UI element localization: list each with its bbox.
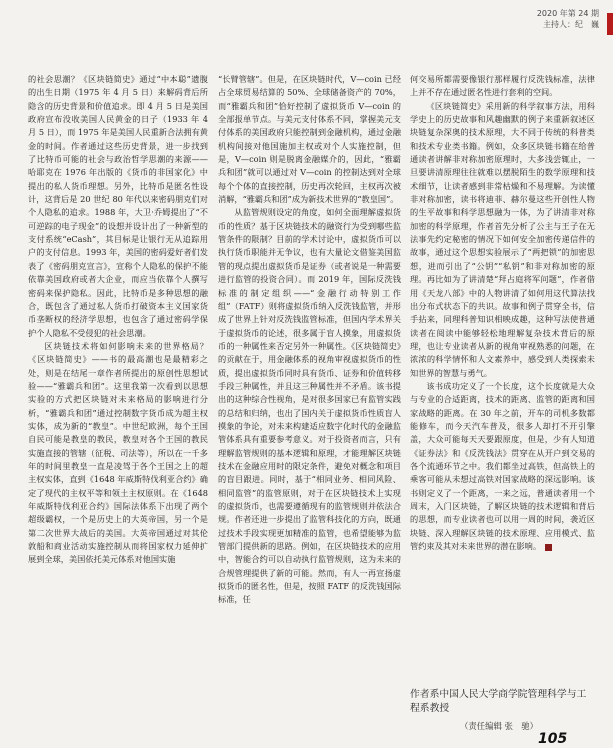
column-3 [410,73,595,553]
issue-label: 2020 年第 24 期 [536,9,599,18]
editor-label: （责任编辑 [460,721,502,731]
author-note: 作者系中国人民大学商学院管理科学与工程系教授 [410,689,587,714]
paragraph: “长臂管辖”。但是，在区块链时代，V—coin 已经占全球贸易结算的 50%、全球储备资产的 70%，而“雅霸兵和团”恰好控制了虚拟货币 V—coin 的全部报单节点。与美元支付体系不同，掌握美元支付体系的美国政府只能控制到金融机构，通过金融机构间接对他国施加主权或对个人实施控制，但是，V—coin 则是脱离金融媒介的，因此，“雅霸兵和团”就可以通过对 V—coin 的控制达到对全球每个个体的直接控制，历史再次轮回，主权再次被消解，“雅霸兵和团”成为新技术世界的“教皇国”。 [218,74,401,205]
column-1 [28,73,208,567]
host-label: 主持人：纪 巍 [543,20,599,29]
editor-name: 张 驰） [504,721,539,731]
header-accent-bar [607,13,613,35]
page-number: 105 [538,731,568,747]
paragraph-final [410,380,595,553]
editor-credit [460,720,538,732]
article-end-mark [545,544,552,551]
column-2 [218,73,401,607]
paragraph: 何交易所都需要像银行那样履行反洗钱标准，法律上并不存在通过匿名性进行套利的空间。 [410,74,595,98]
paragraph: 从监管规则设定的角度，如何全面理解虚拟货币的性质？基于区块链技术的融资行为受到哪些监管条件的限制？目前的学术讨论中，虚拟货币可以执行货币职能并无争议，也有大量论文借鉴美国监管的现点提出虚拟货币是证券（或者说是一种需要进行监管的投资合同）。而 2019 年，国际反洗钱标准的制定组织——“金融行动特别工作组”（FATF）则将虚拟货币纳入反洗钱监管，并形成了世界上针对反洗钱监管标准，但国内学术界关于虚拟货币的论述，很多属于盲人摸象，用虚拟货币的一种属性来否定另外一种属性。《区块链简史》的贡献在于，用金融体系的视角审视虚拟货币的性质，提出虚拟货币同时具有货币、证券和价值转移手段三种属性，并且这三种属性并不矛盾。该书提出的这种综合性视角，是对很多国家已有监管实践的总结和归纳，也出了国内关于虚拟货币性质盲人摸象的争论，对未来构建适应数字化时代的金融监管体系具有重要参考意义。对于投资者而言，只有理解监管规则的基本逻辑和原理，才能理解区块链技术在金融应用时的限定条件，避免对概念和项目的盲目跟进。同时，基于“相同业务、相同风险、相同监管”的监管原则，对于在区块链技术上实现的虚拟货币，也需要遵循现有的监管规则并依法合规。作者还进一步提出了监管科技化的方向，既通过技术手段实现更加精准的监管，也希望能够为监管部门提供新的思路。例如，在区块链技术的应用中，智能合约可以自动执行监管规则，这为未来的合规管理提供了新的可能。然而，有人一再宣扬虚拟货币的匿名性，但是，按照 FATF 的反洗钱国际标准，任 [218,207,401,605]
issue-header [537,8,599,30]
paragraph: 《区块链简史》采用新的科学叙事方法，用科学史上的历史故事和风趣幽默的例子来重新叙述区块链复杂深奥的技术原理，大不同于传统的科普类和技术专业类书籍。例如，众多区块链书籍在给普通读者讲解非对称加密原理时，大多浅尝辄止，一旦要讲清原理往往就难以摆脱陌生的数学原理和技术细节，让读者感到非常枯燥和不易理解。为读懂非对称加密，读书将迪菲、赫尔曼这些开创性人物的生平故事和科学思想融为一体，为了讲清非对称加密的科学原理，作者首先分析了公主与王子在无法事先约定秘密的情况下如何安全加密传递信件的故事，通过这个思想实验展示了“两把锁”的加密思想，进而引出了“公钥”“私钥”和非对称加密的原理。再比如为了讲清楚“拜占庭将军问题”，作者借用《天龙八部》中的人物讲清了如何用这代算法找出分布式状态下的共识。故事和例子贯穿全书，信手拈来，同理科普知识相映成趣，这种写法使普通读者在阅读中能够轻松地理解复杂技术背后的原理，也让专业读者从新的视角审视熟悉的问题，在浓浓的科学情怀和人文素养中，感受到人类探索未知世界的智慧与勇气。 [410,100,595,378]
paragraph: 的社会思潮？《区块链简史》通过“中本聪”遗腹的出生日期（1975 年 4 月 5 日）来解码背后所隐含的历史背景和价值追求。即 4 月 5 日是美国政府宣布没收美国人民黄金的日子（1933 年 4 月 5 日），而 1975 年是美国人民重新合法拥有黄金的时间。作者通过这些历史背景，进一步找到了比特币可能的社会与政治哲学思潮的来源——哈耶克在 1976 年出版的《货币的非国家化》中提出的私人货币理想。另外，比特币是匿名性设计，这背后是 20 世纪 80 年代以来密码朋克们对个人隐私的追求。1988 年，大卫·乔姆提出了“不可逆踪的电子现金”的设想并设计出了一种新型的支付系统“eCash”，其目标是让银行无从追踪用户的支付信息。1993 年，美国的密码爱好者们发表了《密码朋克宣言》，宣称个人隐私的保护不能依靠美国政府或者大企业，而应当依靠个人撰写密码来保护隐私。因此，比特币是多种思想的融合，既包含了通过私人货币打破资本主义国家货币垄断权的经济学思想，也包含了通过密码学保护个人隐私不受侵犯的社会思潮。 [28,74,208,338]
paragraph-final-text: 该书成功定义了一个长度，这个长度就是大众与专业的合适距离，技术的距离、监管的距离和国家战略的距离。在 30 年之前，开车的司机多数都能修车，而今天汽车普及，很多人却打不开引擎盖，大众可能每天天要跟原度，但是，少有人知道《证券法》和《反洗钱法》贯穿在从开户到交易的各个流通环节之中。我们都坐过高铁，但高铁上的乘客可能从未想过高铁对国家战略的深远影响。该书则定义了一个距离，一来之远，普通读者用一个周末，入门区块链，了解区块链的技术逻辑和背后的思想，而专业读者也可以用一周的时间，袭近区块链、深入理解区块链的技术原理、应用模式、监管约束及其对未来世界的潜在影响。 [410,380,595,552]
paragraph: 区块链技术将如何影响未来的世界格局？《区块链简史》——书的最高潮也是最精彩之处，则是在结尾一章作者所提出的原创性思想试验——“雅霸兵和团”。这里我第一次看到以思想实验的方式把区块链对未来格局的影响进行分析，“雅霸兵和团”通过控制数字货币成为超主权实体，成为新的“教皇”。中世纪欧洲，每个王国自民可能是教皇的教民，教皇对各个王国的教民实施直接的管辖（征税、司法等），所以在一千多年的时间里教皇一直是凌驾于各个王国之上的超主权实体，直到《1648 年威斯特伐利亚合约》确定了现代的主权平等和领土主权原则。在《1648 年威斯特伐利亚合约》国际法体系下出现了两个超级霸权，一个是历史上的大英帝国，另一个是第二次世界大战后的美国。大英帝国通过对其伦敦船和商业活动实施控制从而将国家权力延伸扩展到全球，美国依托美元体系对他国实施 [28,340,208,565]
